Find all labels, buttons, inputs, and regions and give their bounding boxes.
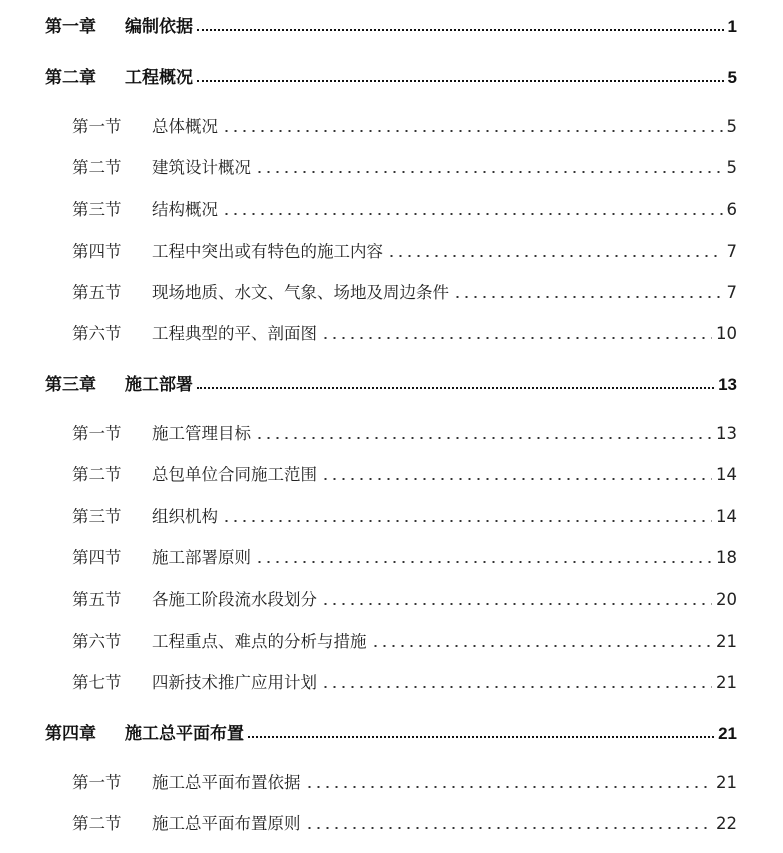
- toc-entry-title: 编制依据: [125, 17, 193, 37]
- toc-dot-leader: [321, 478, 712, 480]
- toc-entry-number: 第五节: [72, 283, 122, 302]
- toc-entry-number: 第一节: [72, 117, 122, 136]
- toc-entry-page: 21: [718, 724, 737, 743]
- toc-entry-number: 第四章: [45, 724, 96, 744]
- toc-entry-page: 10: [716, 324, 737, 343]
- toc-entry-title: 工程概况: [125, 68, 193, 88]
- toc-entry-number: 第三节: [72, 507, 122, 526]
- toc-dot-leader: [255, 561, 712, 563]
- toc-entry-title: 总体概况: [152, 117, 218, 136]
- toc-entry-number: 第五节: [72, 590, 122, 609]
- toc-section-entry[interactable]: [72, 810, 737, 834]
- toc-section-entry[interactable]: [72, 238, 737, 262]
- toc-section-entry[interactable]: [72, 113, 737, 137]
- toc-entry-page: 5: [727, 68, 737, 87]
- toc-entry-title: 施工管理目标: [152, 424, 251, 443]
- toc-entry-title: 各施工阶段流水段划分: [152, 590, 317, 609]
- toc-entry-page: 21: [716, 773, 737, 792]
- toc-chapter-entry[interactable]: [45, 63, 737, 88]
- toc-entry-title: 施工总平面布置: [125, 724, 244, 744]
- toc-entry-page: 13: [718, 375, 737, 394]
- toc-dot-leader: [255, 437, 712, 439]
- toc-entry-number: 第二节: [72, 465, 122, 484]
- toc-entry-page: 22: [716, 814, 737, 833]
- toc-entry-page: 6: [726, 200, 737, 219]
- toc-entry-number: 第三章: [45, 375, 96, 395]
- toc-entry-title: 施工部署: [125, 375, 193, 395]
- toc-entry-page: 20: [716, 590, 737, 609]
- toc-section-entry[interactable]: [72, 628, 737, 652]
- toc-section-entry[interactable]: [72, 586, 737, 610]
- toc-entry-title: 施工总平面布置依据: [152, 773, 301, 792]
- toc-section-entry[interactable]: [72, 544, 737, 568]
- toc-entry-number: 第四节: [72, 548, 122, 567]
- toc-section-entry[interactable]: [72, 769, 737, 793]
- toc-entry-number: 第三节: [72, 200, 122, 219]
- toc-entry-page: 7: [726, 283, 737, 302]
- toc-entry-page: 21: [716, 673, 737, 692]
- toc-entry-number: 第二节: [72, 158, 122, 177]
- toc-entry-number: 第一节: [72, 773, 122, 792]
- toc-entry-page: 13: [716, 424, 737, 443]
- toc-entry-title: 结构概况: [152, 200, 218, 219]
- toc-entry-number: 第六节: [72, 324, 122, 343]
- toc-dot-leader: [222, 130, 723, 132]
- toc-dot-leader: [305, 827, 713, 829]
- toc-dot-leader: [305, 786, 713, 788]
- toc-entry-number: 第七节: [72, 673, 122, 692]
- toc-chapter-entry[interactable]: [45, 370, 737, 395]
- toc-section-entry[interactable]: [72, 420, 737, 444]
- toc-entry-number: 第四节: [72, 242, 122, 261]
- toc-entry-title: 总包单位合同施工范围: [152, 465, 317, 484]
- toc-dot-leader: [387, 255, 723, 257]
- toc-entry-title: 工程中突出或有特色的施工内容: [152, 242, 383, 261]
- toc-dot-leader: [321, 603, 712, 605]
- toc-section-entry[interactable]: [72, 279, 737, 303]
- toc-dot-leader: [371, 645, 713, 647]
- toc-entry-number: 第一章: [45, 17, 96, 37]
- toc-dot-leader: [321, 686, 712, 688]
- toc-section-entry[interactable]: [72, 196, 737, 220]
- toc-dot-leader: [321, 337, 712, 339]
- toc-dot-leader: [248, 735, 714, 738]
- toc-entry-title: 工程典型的平、剖面图: [152, 324, 317, 343]
- toc-section-entry[interactable]: [72, 503, 737, 527]
- toc-chapter-entry[interactable]: [45, 12, 737, 37]
- toc-entry-title: 四新技术推广应用计划: [152, 673, 317, 692]
- toc-entry-title: 现场地质、水文、气象、场地及周边条件: [152, 283, 449, 302]
- toc-entry-title: 组织机构: [152, 507, 218, 526]
- toc-entry-title: 建筑设计概况: [152, 158, 251, 177]
- toc-entry-title: 施工部署原则: [152, 548, 251, 567]
- toc-dot-leader: [197, 386, 714, 389]
- toc-section-entry[interactable]: [72, 320, 737, 344]
- toc-dot-leader: [222, 520, 712, 522]
- toc-entry-number: 第二节: [72, 814, 122, 833]
- toc-dot-leader: [453, 296, 723, 298]
- toc-entry-page: 14: [716, 465, 737, 484]
- toc-entry-page: 7: [726, 242, 737, 261]
- toc-entry-number: 第二章: [45, 68, 96, 88]
- toc-entry-title: 工程重点、难点的分析与措施: [152, 632, 367, 651]
- toc-entry-number: 第六节: [72, 632, 122, 651]
- toc-entry-page: 18: [716, 548, 737, 567]
- toc-chapter-entry[interactable]: [45, 719, 737, 744]
- toc-dot-leader: [222, 213, 723, 215]
- toc-dot-leader: [255, 171, 723, 173]
- toc-entry-page: 5: [726, 158, 737, 177]
- toc-section-entry[interactable]: [72, 154, 737, 178]
- toc-entry-page: 1: [727, 17, 737, 36]
- toc-entry-number: 第一节: [72, 424, 122, 443]
- toc-entry-page: 14: [716, 507, 737, 526]
- toc-entry-title: 施工总平面布置原则: [152, 814, 301, 833]
- toc-section-entry[interactable]: [72, 669, 737, 693]
- toc-section-entry[interactable]: [72, 461, 737, 485]
- toc-dot-leader: [197, 79, 724, 82]
- toc-dot-leader: [197, 28, 724, 31]
- toc-entry-page: 21: [716, 632, 737, 651]
- toc-entry-page: 5: [726, 117, 737, 136]
